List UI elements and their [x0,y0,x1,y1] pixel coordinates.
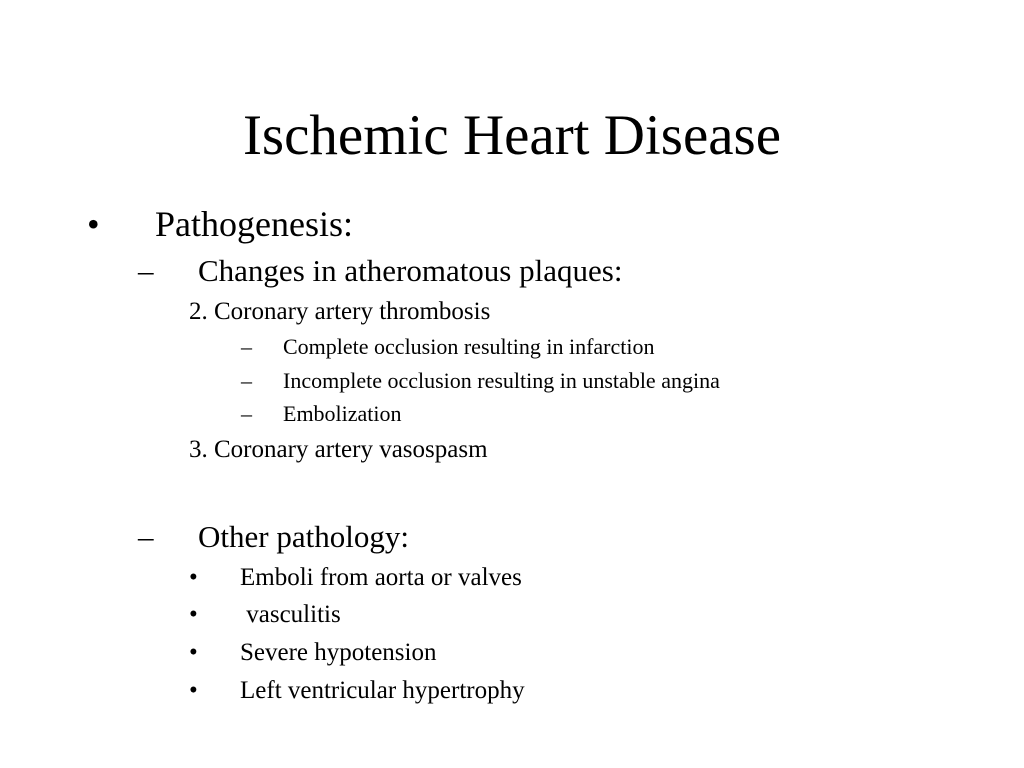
vasospasm-label: 3. Coronary artery vasospasm [189,436,488,463]
dash-marker: – [138,519,154,554]
pathogenesis-label: Pathogenesis: [155,204,353,244]
list-item-text: Severe hypotension [240,639,437,666]
changes-label: Changes in atheromatous plaques: [198,253,623,288]
dash-marker: – [138,253,154,288]
list-item-text: Left ventricular hypertrophy [240,677,525,704]
bullet-marker: • [189,601,198,628]
bullet-marker: • [189,677,198,704]
list-item-text: vasculitis [240,601,341,628]
list-item-text: Embolization [283,401,402,426]
dash-marker: – [241,368,252,393]
dash-marker: – [241,334,252,359]
other-pathology-label: Other pathology: [198,519,409,554]
bullet-marker: • [189,564,198,591]
slide-title: Ischemic Heart Disease [242,104,782,167]
list-item-text: Complete occlusion resulting in infarction [283,334,655,359]
list-item-text: Incomplete occlusion resulting in unstable angina [283,368,720,393]
dash-marker: – [241,401,252,426]
bullet-marker: • [189,639,198,666]
bullet-marker: • [87,204,100,244]
thrombosis-label: 2. Coronary artery thrombosis [189,298,491,325]
list-item-text: Emboli from aorta or valves [240,564,522,591]
